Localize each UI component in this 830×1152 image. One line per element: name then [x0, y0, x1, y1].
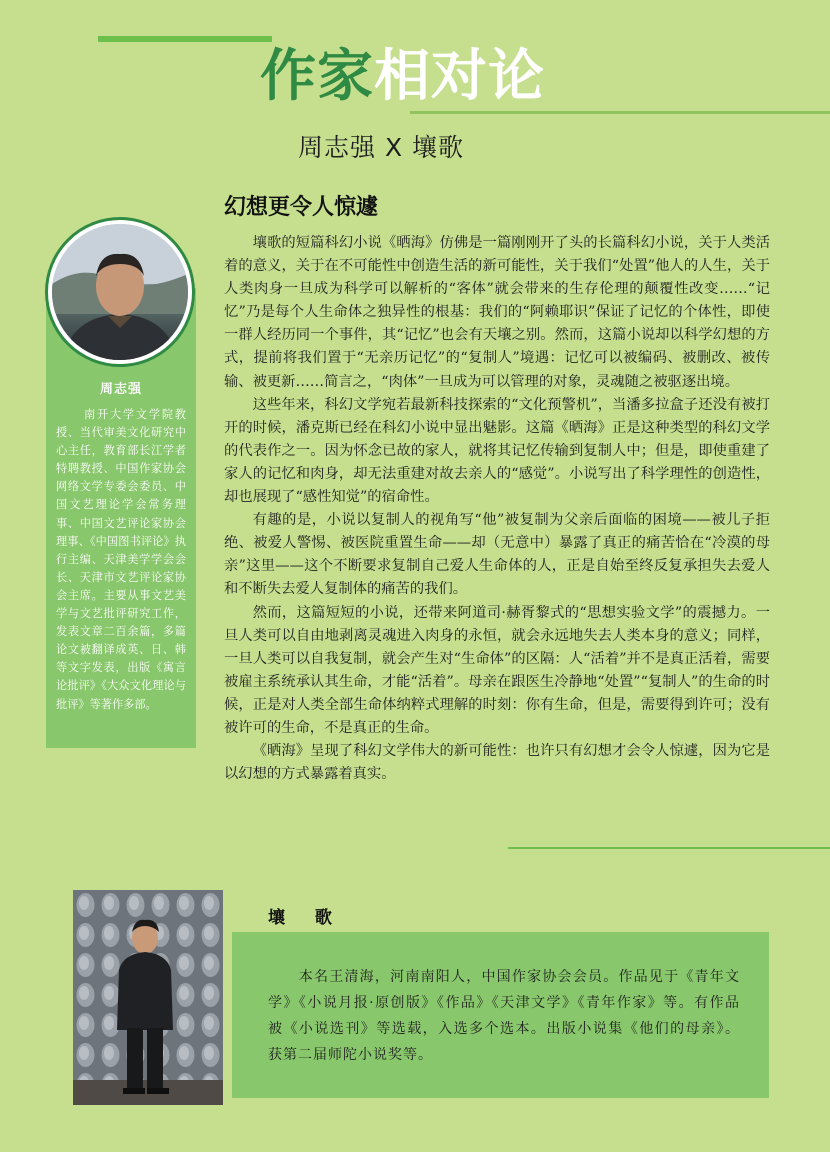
top-accent-bar [98, 36, 272, 42]
author1-photo [52, 224, 188, 360]
article-paragraph: 《晒海》呈现了科幻文学伟大的新可能性：也许只有幻想才会令人惊遽，因为它是以幻想的方式暴露着真实。 [224, 743, 770, 783]
article-paragraph: 这些年来，科幻文学宛若最新科技探索的“文化预警机”，当潘多拉盒子还没有被打开的时候，潘克斯已经在科幻小说中显出魅影。这篇《晒海》正是这种类型的科幻文学的代表作之一。因为怀念已故的家人，就将其记忆传输到复制人中；但是，即使重建了家人的记忆和肉身，却无法重建对故去亲人的“感觉”。小说写出了科学理性的创造性，却也展现了“感性知觉”的宿命性。 [224, 396, 770, 506]
authors-heading: 周志强 X 壤歌 [298, 133, 465, 162]
person-portrait-icon [52, 224, 188, 360]
author2-name: 壤 歌 [268, 908, 344, 928]
author1-bio [56, 406, 186, 714]
title-underline [410, 111, 830, 114]
article-paragraph: 然而，这篇短短的小说，还带来阿道司·赫胥黎式的“思想实验文学”的震撼力。一旦人类可以自由地剥离灵魂进入肉身的永恒，就会永远地失去人类本身的意义；同样，一旦人类可以自我复制，就会产生对“生命体”的区隔：人“活着”并不是真正活着，需要被雇主系统承认其生命，才能“活着”。母亲在跟医生冷静地“处置”“复制人”的生命的时候，正是对人类全部生命体纳粹式理解的时刻：你有生命，但是，需要得到许可；没有被许可的生命，不是真正的生命。 [224, 604, 770, 736]
article-paragraph: 有趣的是，小说以复制人的视角写“他”被复制为父亲后面临的困境——被儿子拒绝、被爱人警惕、被医院重置生命——却（无意中）暴露了真正的痛苦恰在“冷漠的母亲”这里——这个不断要求复制自己爱人生命体的人，正是自始至终反复承担失去爱人和不断失去爱人复制体的痛苦的我们。 [224, 512, 770, 598]
author1-name: 周志强 [99, 382, 142, 397]
section-divider [508, 847, 830, 849]
author2-bio [268, 964, 740, 1068]
author2-bio-text: 本名王清海，河南南阳人，中国作家协会会员。作品见于《青年文学》《小说月报·原创版》《作品》《天津文学》《青年作家》等。有作品被《小说选刊》等选载，入选多个选本。出版小说集《他们的母亲》。获第二届师陀小说奖等。 [268, 969, 740, 1063]
author2-photo [73, 890, 223, 1105]
author1-photo-frame [45, 217, 195, 367]
author1-bio-text: 南开大学文学院教授、当代审美文化研究中心主任，教育部长江学者特聘教授、中国作家协会网络文学专委会委员、中国文艺理论学会常务理事、中国文艺评论家协会理事、《中国图书评论》执行主编、天津美学学会会长、天津市文艺评论家协会主席。主要从事文艺美学与文艺批评研究工作，发表文章二百余篇，多篇论文被翻译成英、日、韩等文字发表，出版《寓言论批评》《大众文化理论与批评》等著作多部。 [56, 408, 186, 711]
page-title [260, 42, 545, 112]
article-paragraph: 壤歌的短篇科幻小说《晒海》仿佛是一篇刚刚开了头的长篇科幻小说，关于人类活着的意义，关于在不可能性中创造生活的新可能性，关于我们“处置”他人的人生，关于人类肉身一旦成为科学可以解析的“客体”就会带来的生存伦理的颠覆性改变……“记忆”乃是每个人生命体之独异性的根基：我们的“阿赖耶识”保证了记忆的个体性，即使一群人经历同一个事件，其“记忆”也会有天壤之别。然而，这篇小说却以科学幻想的方式，提前将我们置于“无亲历记忆”的“复制人”境遇：记忆可以被编码、被删改、被传输、被更新……简言之，“肉体”一旦成为可以管理的对象，灵魂随之被驱逐出境。 [224, 235, 770, 390]
person-standing-icon [73, 890, 223, 1105]
article-title: 幻想更令人惊遽 [224, 195, 379, 220]
article-body [224, 232, 770, 786]
title-part-1: 作家 [260, 44, 374, 109]
title-part-2: 相对论 [374, 44, 545, 109]
